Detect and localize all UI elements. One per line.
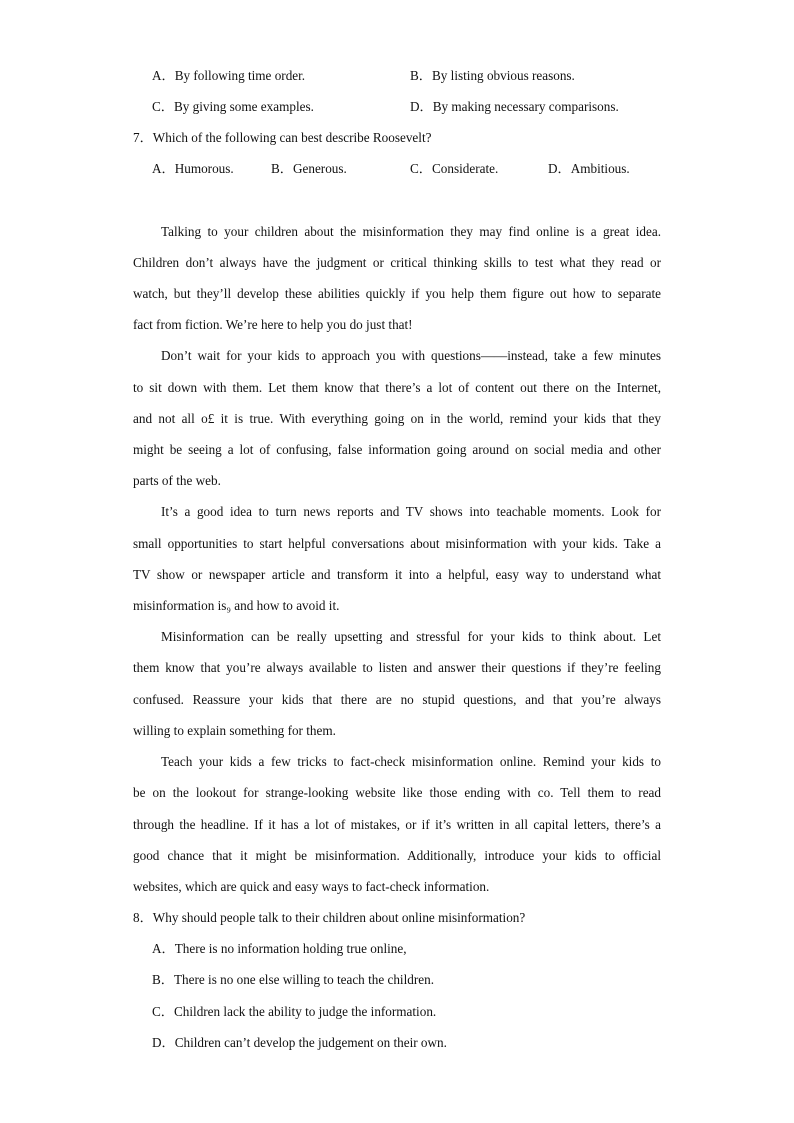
passage-p3-line: misinformation is₉ and how to avoid it. [133, 598, 340, 613]
passage-p4-line: them know that you’re always available to listen and answer their questions if they’re feeling [133, 660, 661, 675]
q8-option-b[interactable]: B．There is no one else willing to teach the children. [152, 972, 434, 987]
passage-p2-line: to sit down with them. Let them know that there’s a lot of content out there on the Internet, [133, 380, 661, 395]
passage-p5-line: websites, which are quick and easy ways to fact-check information. [133, 879, 490, 894]
passage-p1-line: Talking to your children about the misinformation they may find online is a great idea. [161, 224, 661, 239]
q7-option-c[interactable]: C．Considerate. [410, 161, 499, 176]
passage-p2-line: parts of the web. [133, 473, 221, 488]
passage-p4-line: willing to explain something for them. [133, 723, 336, 738]
q8-stem: 8．Why should people talk to their children about online misinformation? [133, 910, 526, 925]
passage-p5-line: good chance that it might be misinformation. Additionally, introduce your kids to official [133, 848, 661, 863]
q7-stem: 7．Which of the following can best describe Roosevelt? [133, 130, 432, 145]
passage-p1-line: fact from fiction. We’re here to help you do just that! [133, 317, 413, 332]
q6-option-a[interactable]: A．By following time order. [152, 68, 306, 83]
passage-p3-line: TV show or newspaper article and transform it into a helpful, easy way to understand what [133, 567, 661, 582]
passage-p3-line: It’s a good idea to turn news reports and TV shows into teachable moments. Look for [161, 504, 661, 519]
passage-p2-line: might be seeing a lot of confusing, false information going around on social media and other [133, 442, 661, 457]
passage-p5-line: Teach your kids a few tricks to fact-check misinformation online. Remind your kids to [161, 754, 661, 769]
q7-option-d[interactable]: D．Ambitious. [548, 161, 630, 176]
q7-option-b[interactable]: B．Generous. [271, 161, 347, 176]
passage-p3-line: small opportunities to start helpful conversations about misinformation with your kids. Take a [133, 536, 661, 551]
q8-option-a[interactable]: A．There is no information holding true online, [152, 941, 407, 956]
q8-option-c[interactable]: C．Children lack the ability to judge the information. [152, 1004, 437, 1019]
q7-option-a[interactable]: A．Humorous. [152, 161, 234, 176]
passage-p1-line: Children don’t always have the judgment or critical thinking skills to test what they read or [133, 255, 661, 270]
q8-option-d[interactable]: D．Children can’t develop the judgement on their own. [152, 1035, 447, 1050]
passage-p5-line: be on the lookout for strange-looking website like those ending with co. Tell them to read [133, 785, 661, 800]
q6-option-d[interactable]: D．By making necessary comparisons. [410, 99, 619, 114]
q6-option-c[interactable]: C．By giving some examples. [152, 99, 314, 114]
passage-p2-line: and not all o£ it is true. With everything going on in the world, remind your kids that they [133, 411, 661, 426]
passage-p4-line: Misinformation can be really upsetting and stressful for your kids to think about. Let [161, 629, 661, 644]
passage-p5-line: through the headline. If it has a lot of mistakes, or if it’s written in all capital letters, there’s a [133, 817, 661, 832]
passage-p1-line: watch, but they’ll develop these abilities quickly if you help them figure out how to separate [133, 286, 661, 301]
q6-option-b[interactable]: B．By listing obvious reasons. [410, 68, 575, 83]
passage-p4-line: confused. Reassure your kids that there are no stupid questions, and that you’re always [133, 692, 661, 707]
passage-p2-line: Don’t wait for your kids to approach you with questions——instead, take a few minutes [161, 348, 661, 363]
